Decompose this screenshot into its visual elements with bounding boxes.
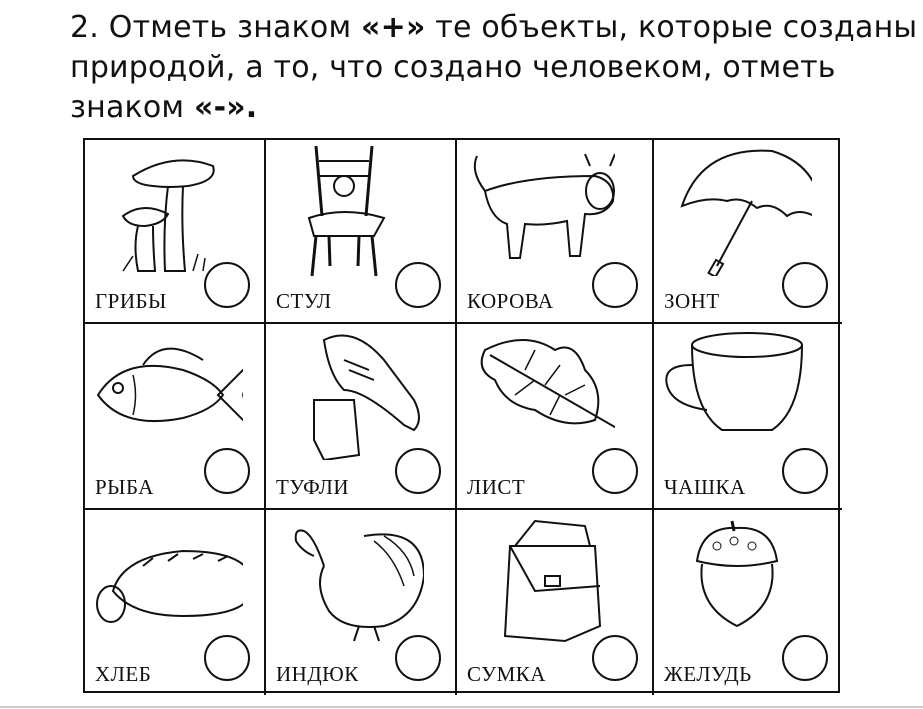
cell-cup — [654, 324, 842, 510]
item-label: ХЛЕБ — [95, 662, 152, 686]
umbrella-icon — [662, 146, 812, 276]
item-label: ЖЕЛУДЬ — [664, 662, 752, 686]
fish-icon — [93, 330, 243, 460]
answer-circle-cup[interactable] — [782, 448, 828, 494]
item-label: ГРИБЫ — [95, 289, 167, 313]
item-label: СУМКА — [467, 662, 546, 686]
answer-circle-bread[interactable] — [204, 635, 250, 681]
cell-leaf — [457, 324, 654, 510]
cell-umbrella — [654, 140, 842, 324]
cell-cow — [457, 140, 654, 324]
bottom-divider — [0, 706, 923, 708]
answer-circle-mushrooms[interactable] — [204, 262, 250, 308]
item-label: ЗОНТ — [664, 289, 720, 313]
cell-bag — [457, 510, 654, 695]
task-text-middle: те объекты, которые созданы природой, а то, что создано человеком, отметь знаком — [70, 10, 918, 125]
answer-circle-shoes[interactable] — [395, 448, 441, 494]
item-label: РЫБА — [95, 475, 154, 499]
plus-mark: «+» — [361, 10, 426, 45]
item-label: ТУФЛИ — [276, 475, 350, 499]
cell-bread — [85, 510, 266, 695]
shoes-icon — [274, 330, 424, 460]
answer-circle-umbrella[interactable] — [782, 262, 828, 308]
answer-circle-leaf[interactable] — [592, 448, 638, 494]
answer-circle-fish[interactable] — [204, 448, 250, 494]
cow-icon — [465, 146, 615, 276]
item-label: ЧАШКА — [664, 475, 746, 499]
cup-icon — [662, 330, 812, 460]
item-label: КОРОВА — [467, 289, 554, 313]
worksheet-grid — [83, 138, 840, 693]
cell-shoes — [266, 324, 457, 510]
acorn-icon — [662, 516, 812, 646]
task-text-before: Отметь знаком — [108, 10, 362, 45]
mushroom-icon — [93, 146, 243, 276]
answer-circle-acorn[interactable] — [782, 635, 828, 681]
cell-acorn — [654, 510, 842, 695]
item-label: ЛИСТ — [467, 475, 526, 499]
item-label: СТУЛ — [276, 289, 332, 313]
cell-chair — [266, 140, 457, 324]
bag-icon — [465, 516, 615, 646]
bread-icon — [93, 516, 243, 646]
leaf-icon — [465, 330, 615, 460]
chair-icon — [274, 146, 424, 276]
answer-circle-turkey[interactable] — [395, 635, 441, 681]
cell-mushrooms — [85, 140, 266, 324]
answer-circle-chair[interactable] — [395, 262, 441, 308]
task-number: 2. — [70, 10, 100, 45]
answer-circle-bag[interactable] — [592, 635, 638, 681]
turkey-icon — [274, 516, 424, 646]
answer-circle-cow[interactable] — [592, 262, 638, 308]
item-label: ИНДЮК — [276, 662, 359, 686]
cell-turkey — [266, 510, 457, 695]
minus-mark: «-». — [194, 90, 258, 125]
task-text — [70, 8, 920, 128]
cell-fish — [85, 324, 266, 510]
